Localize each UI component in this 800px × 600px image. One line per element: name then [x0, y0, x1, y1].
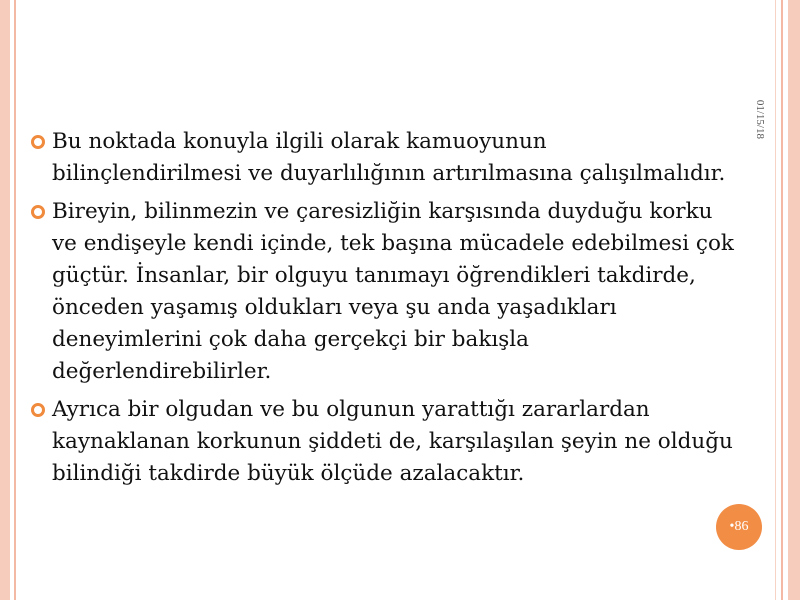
- left-border-line: [14, 0, 16, 600]
- circle-bullet-icon: [31, 403, 45, 417]
- right-border-thin-line: [775, 0, 776, 600]
- circle-bullet-icon: [31, 205, 45, 219]
- right-border-line: [781, 0, 783, 600]
- bullet-text: Ayrıca bir olgudan ve bu olgunun yarattığı zararlardan kaynaklanan korkunun şiddeti de, karşılaşılan şeyin ne olduğu bilindiği takdirde büyük ölçüde azalacaktır.: [52, 397, 733, 486]
- left-border-band: [0, 0, 10, 600]
- bullet-list: [30, 126, 742, 496]
- bullet-text: Bu noktada konuyla ilgili olarak kamuoyunun bilinçlendirilmesi ve duyarlılığının artırılmasına çalışılmalıdır.: [52, 129, 726, 186]
- bullet-item: [30, 126, 742, 190]
- page-number-badge: [716, 504, 762, 550]
- bullet-text: Bireyin, bilinmezin ve çaresizliğin karşısında duyduğu korku ve endişeyle kendi içinde, tek başına mücadele edebilmesi çok güçtür. İnsanlar, bir olguyu tanımayı öğrendikleri takdirde, önceden yaşamış oldukları veya şu anda yaşadıkları deneyimlerini çok daha gerçekçi bir bakışla değerlendirebilirler.: [52, 199, 734, 384]
- circle-bullet-icon: [31, 135, 45, 149]
- bullet-item: [30, 394, 742, 490]
- slide-date: 01/15/18: [754, 99, 766, 139]
- right-border-band: [788, 0, 800, 600]
- bullet-item: [30, 196, 742, 388]
- page-number: •86: [729, 519, 749, 534]
